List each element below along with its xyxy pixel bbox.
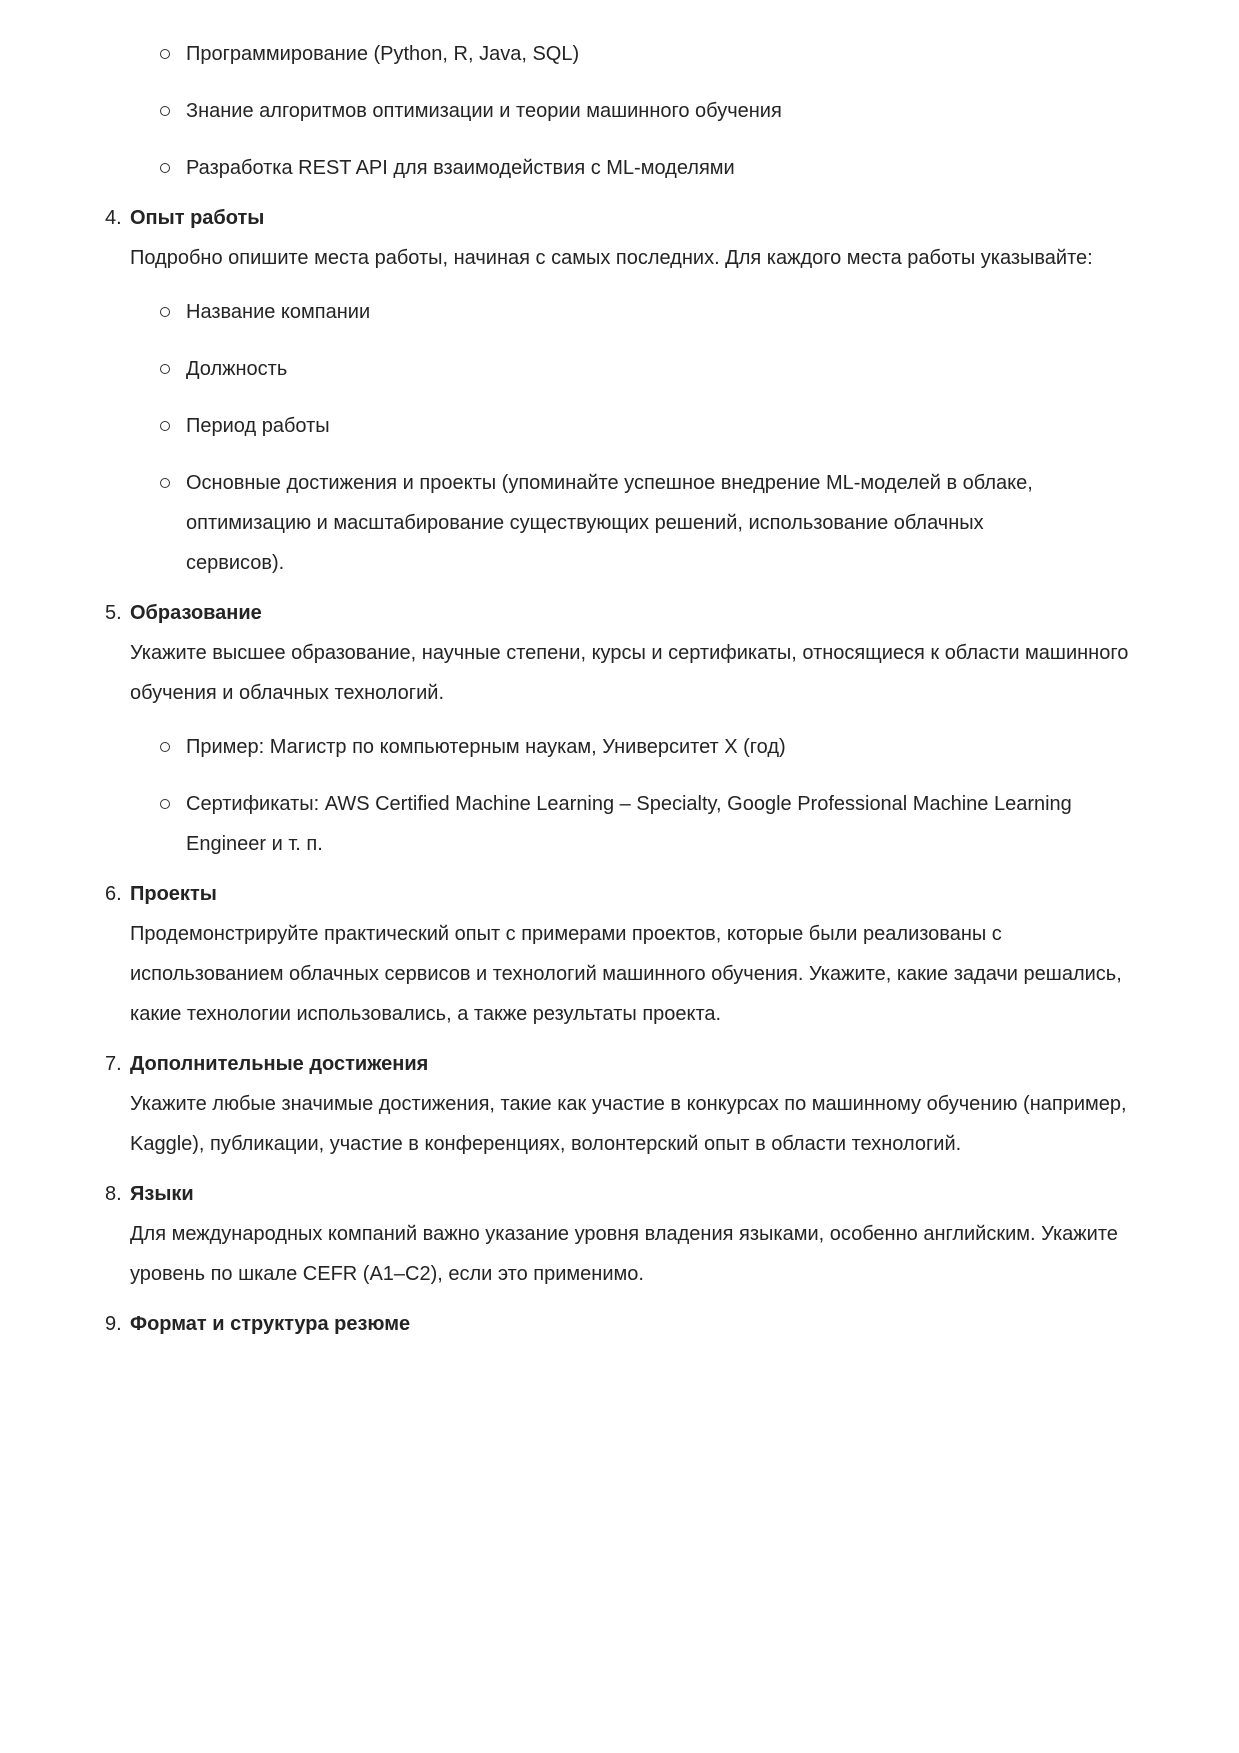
section-paragraph: Продемонстрируйте практический опыт с примерами проектов, которые были реализованы с использованием облачных сервисов и технологий машинного обучения. Укажите, какие задачи решались, какие технологии использовались, а также результаты проекта. [130, 923, 1122, 1025]
section-number: 7. [105, 1053, 122, 1075]
section-paragraph: Подробно опишите места работы, начиная с самых последних. Для каждого места работы указывайте: [130, 247, 1093, 269]
list-item-text: Пример: Магистр по компьютерным наукам, Университет X (год) [186, 736, 786, 758]
list-item-text: Программирование (Python, R, Java, SQL) [186, 43, 580, 65]
section-bullet-list [130, 292, 1135, 583]
section-heading [105, 874, 1135, 914]
section-paragraph: Для международных компаний важно указание уровня владения языками, особенно английским. Укажите уровень по шкале CEFR (A1–C2), если это применимо. [130, 1223, 1118, 1285]
section-paragraph: Укажите любые значимые достижения, такие как участие в конкурсах по машинному обучению (например, Kaggle), публикации, участие в конференциях, волонтерский опыт в области технологий. [130, 1093, 1127, 1155]
section-heading [105, 1044, 1135, 1084]
circle-bullet-icon [160, 106, 170, 116]
circle-bullet-icon [160, 478, 170, 488]
circle-bullet-icon [160, 307, 170, 317]
section-title: Дополнительные достижения [130, 1053, 429, 1075]
section-number: 4. [105, 207, 122, 229]
circle-bullet-icon [160, 364, 170, 374]
list-item [130, 463, 1087, 583]
section-languages [105, 1174, 1135, 1294]
list-item-text: Название компании [186, 301, 371, 323]
list-item [130, 727, 1087, 767]
list-item [130, 784, 1087, 864]
circle-bullet-icon [160, 421, 170, 431]
section-heading [105, 593, 1135, 633]
list-item-text: Период работы [186, 415, 330, 437]
list-item [130, 148, 1087, 188]
circle-bullet-icon [160, 799, 170, 809]
list-item [130, 34, 1087, 74]
section-heading [105, 1174, 1135, 1214]
circle-bullet-icon [160, 163, 170, 173]
circle-bullet-icon [160, 49, 170, 59]
section-paragraph: Укажите высшее образование, научные степени, курсы и сертификаты, относящиеся к области машинного обучения и облачных технологий. [130, 642, 1129, 704]
intro-bullet-list [130, 34, 1135, 188]
section-bullet-list [130, 727, 1135, 864]
section-format-structure [105, 1304, 1135, 1344]
list-item [130, 292, 1087, 332]
list-item-text: Должность [186, 358, 288, 380]
section-title: Образование [130, 602, 262, 624]
circle-bullet-icon [160, 742, 170, 752]
list-item [130, 349, 1087, 389]
section-title: Языки [130, 1183, 194, 1205]
list-item [130, 91, 1087, 131]
section-education [105, 593, 1135, 864]
section-projects [105, 874, 1135, 1034]
section-title: Проекты [130, 883, 217, 905]
list-item-text: Основные достижения и проекты (упоминайте успешное внедрение ML-моделей в облаке, оптимизацию и масштабирование существующих решений, использование облачных сервисов). [186, 472, 1033, 574]
list-item-text: Разработка REST API для взаимодействия с ML-моделями [186, 157, 735, 179]
list-item-text: Сертификаты: AWS Certified Machine Learning – Specialty, Google Professional Machine Learning Engineer и т. п. [186, 793, 1072, 855]
section-heading [105, 1304, 1135, 1344]
section-work-experience [105, 198, 1135, 583]
section-number: 5. [105, 602, 122, 624]
section-heading [105, 198, 1135, 238]
section-title: Формат и структура резюме [130, 1313, 411, 1335]
list-item [130, 406, 1087, 446]
section-additional-achievements [105, 1044, 1135, 1164]
section-title: Опыт работы [130, 207, 265, 229]
section-number: 9. [105, 1313, 122, 1335]
list-item-text: Знание алгоритмов оптимизации и теории машинного обучения [186, 100, 782, 122]
section-number: 8. [105, 1183, 122, 1205]
section-number: 6. [105, 883, 122, 905]
